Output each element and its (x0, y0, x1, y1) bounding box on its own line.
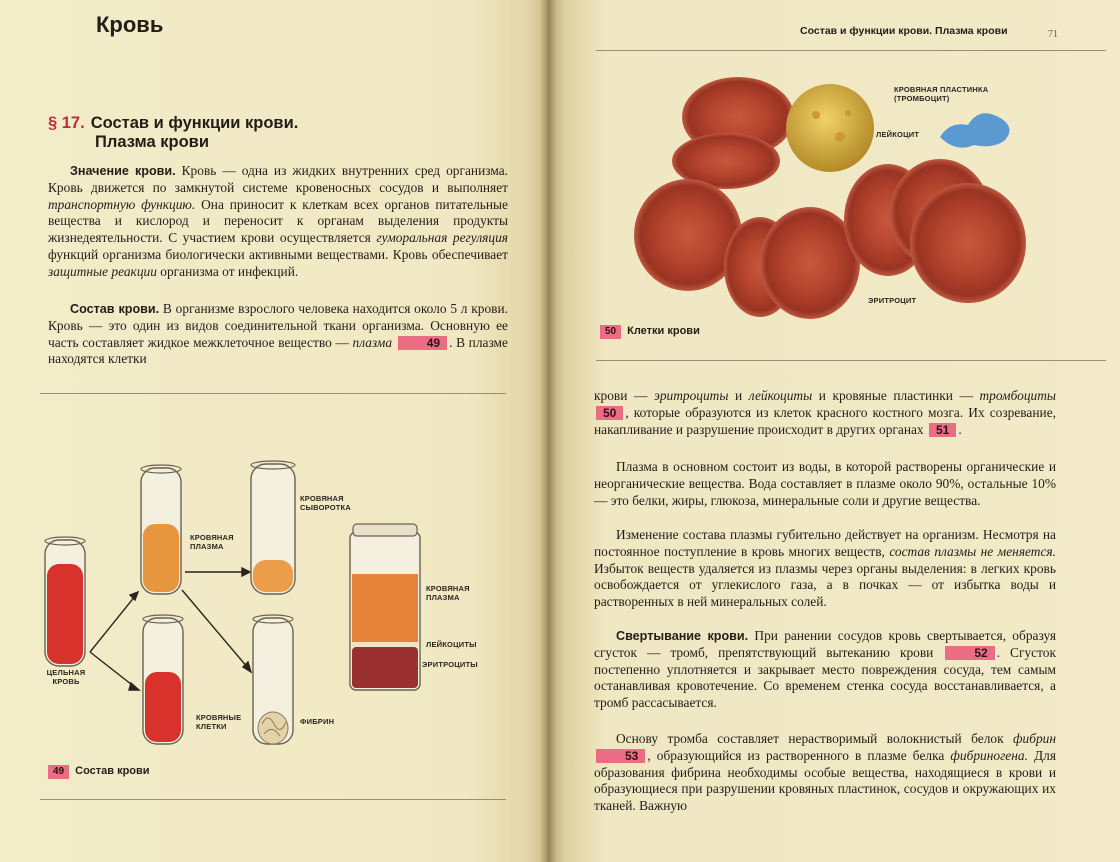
italic-term: тромбоциты (979, 388, 1056, 403)
text-run: Изменение состава плазмы губительно действует на организм. Несмотря на постоянное поступление в кровь многих веществ, (594, 527, 1056, 559)
text-run: , которые образуются из клеток красного костного мозга. Их созревание, накапливание и разрушение происходит в других органах (594, 404, 1056, 437)
figure-ref-51[interactable]: 51 (929, 423, 956, 437)
tube-fill-blood (47, 564, 83, 664)
tube-plasma (141, 465, 181, 594)
label-plasma: КРОВЯНАЯ ПЛАЗМА (190, 533, 234, 551)
figure-caption-50 (598, 325, 700, 339)
text-run: Кровь — одна из жидких внутренних сред организма. Кровь движется по замкнутой системе кровеносных сосудов и выполняет (48, 163, 509, 195)
jar-erythrocyte-layer (352, 647, 418, 688)
italic-term: состав плазмы не меняется. (889, 543, 1056, 559)
body-paragraph-coagulation (594, 628, 1056, 712)
run-in-head: Свертывание крови. (616, 629, 749, 643)
book-gutter (540, 0, 556, 862)
text-run: , образующийся из растворенного в плазме белка (647, 747, 951, 763)
fibrin-clot (258, 712, 288, 744)
page-number: 71 (1048, 29, 1058, 40)
text-run: В организме взрослого человека находится около 5 л крови. Кровь — это один из видов соединительной ткани организма. Основную ее часть составляет жидкое межклеточное вещество — (48, 301, 509, 350)
figure-ref-49[interactable]: 49 (398, 336, 447, 350)
run-in-head: Состав крови. (70, 302, 160, 316)
tube-blood-cells (143, 615, 183, 744)
text-run: При ранении сосудов кровь свертывается, образуя сгусток — тромб, препятствующий вытеканию крови (594, 628, 1056, 660)
text-run: Для образования фибрина необходимы особые вещества, находящиеся в крови и образующиеся при разрушении кровяных пластинок, сосудов и окружающих их тканей. Важную (594, 747, 1057, 814)
body-paragraph-composition (48, 301, 508, 368)
platelet-cell (940, 113, 1010, 147)
figure-number-50: 50 (600, 325, 621, 339)
platelet (940, 113, 1010, 147)
italic-term: защитные реакции (48, 263, 157, 279)
arrowhead (242, 568, 250, 576)
erythrocyte-cell (910, 183, 1026, 303)
figure-caption-49 (46, 765, 150, 779)
italic-term: фибрин (1013, 731, 1056, 746)
paragraph-heading (48, 114, 298, 152)
arrow-whole-to-cells (90, 652, 136, 688)
caption-text: Состав крови (75, 765, 150, 777)
leukocyte-granule (835, 132, 845, 142)
paragraph-title-line1: Состав и функции крови. (90, 114, 299, 132)
jar-plasma-layer (352, 574, 418, 642)
leukocyte-granule (812, 111, 820, 119)
label-erythrocyte: ЭРИТРОЦИТ (868, 296, 917, 305)
left-page (0, 0, 548, 862)
text-run: . (958, 421, 962, 437)
body-paragraph-plasma-stability (594, 527, 1056, 611)
text-run: Она приносит к клеткам всех органов питательные вещества и кислород и переносит к органам выделения продукты жизнедеятельности. С участием крови осуществляется (48, 196, 508, 246)
leukocyte (786, 84, 874, 172)
text-run: организма от инфекций. (156, 263, 299, 279)
figure-rule-bottom (40, 799, 506, 800)
body-paragraph-cells (594, 388, 1056, 438)
paragraph-title-line2: Плазма крови (95, 133, 209, 151)
italic-term: фибриногена. (950, 747, 1028, 763)
text-run: функций организма биологически активными веществами. Кровь обеспечивает (48, 246, 508, 262)
arrow-plasma-to-fibrin (182, 590, 248, 668)
label-whole-blood: ЦЕЛЬНАЯ КРОВЬ (46, 668, 86, 686)
italic-term: гуморальная регуляция (376, 230, 509, 246)
text-run: и кровяные пластинки — (812, 388, 980, 403)
text-run: . В плазме находятся клетки (48, 334, 508, 367)
figure-ref-50[interactable]: 50 (596, 406, 623, 420)
arrow-whole-to-plasma (90, 595, 136, 652)
label-serum: КРОВЯНАЯ СЫВОРОТКА (300, 494, 351, 512)
body-paragraph-fibrin (594, 731, 1056, 815)
italic-term: эритроциты (653, 388, 729, 403)
text-run: Основу тромба составляет нерастворимый волокнистый белок (616, 731, 1014, 746)
jar-leukocyte-layer (352, 642, 418, 647)
italic-term: плазма (352, 334, 393, 350)
label-erythrocytes: ЭРИТРОЦИТЫ (422, 660, 478, 669)
right-page (548, 0, 1120, 862)
figure-rule-top (40, 393, 506, 394)
jar-neck (353, 524, 417, 536)
arrowhead (130, 592, 138, 600)
figure-ref-53[interactable]: 53 (596, 749, 645, 763)
label-leukocyte: ЛЕЙКОЦИТ (876, 130, 920, 139)
figure-ref-52[interactable]: 52 (945, 646, 994, 660)
body-paragraph-plasma: Плазма в основном состоит из воды, в которой растворены органические и неорганические вещества. Вода составляет в плазме около 90%, остальные 10% — это белки, жиры, глюкоза, минеральные соли и другие вещества. (594, 459, 1056, 508)
arrowhead (129, 683, 139, 690)
running-head: Состав и функции крови. Плазма крови (800, 25, 1008, 37)
figure-number-49: 49 (48, 765, 69, 779)
label-platelet: КРОВЯНАЯ ПЛАСТИНКА (ТРОМБОЦИТ) (894, 85, 989, 103)
header-rule (596, 50, 1106, 51)
body-paragraph-meaning (48, 163, 508, 281)
figure-rule-bottom (596, 360, 1106, 361)
paragraph-number: § 17. (48, 114, 85, 132)
section-title: Кровь (96, 12, 164, 37)
tube-whole-blood (45, 537, 85, 666)
text-run: Избыток веществ удаляется из плазмы через органы выделения: в легких кровь освобождается от углекислого газа, а в почках — от избытка воды и растворенных в ней минеральных солей. (594, 560, 1056, 610)
caption-text: Клетки крови (627, 325, 700, 337)
label-leukocytes: ЛЕЙКОЦИТЫ (426, 640, 477, 649)
blood-cells-figure (548, 55, 1120, 335)
tube-fill-cells (145, 672, 181, 742)
tube-fill-serum (253, 560, 293, 592)
text-run: крови — (594, 388, 654, 403)
label-blood-cells: КРОВЯНЫЕ КЛЕТКИ (196, 713, 242, 731)
label-fibrin: ФИБРИН (300, 717, 335, 726)
leukocyte-granule (845, 110, 851, 116)
text-run: и (728, 388, 749, 403)
text-run: . Сгусток постепенно уплотняется и закрывает место повреждения сосуда, тем самым останавливая кровотечение. Со временем стенка сосуда восстанавливается, а тромб рассасывается. (594, 644, 1056, 711)
label-jar-plasma: КРОВЯНАЯ ПЛАЗМА (426, 584, 470, 602)
blood-composition-figure (0, 440, 548, 770)
tube-fibrin (253, 615, 293, 744)
italic-term: лейкоциты (748, 388, 813, 403)
leukocyte-cell (786, 84, 874, 172)
jar-separated-blood (350, 524, 420, 690)
run-in-head: Значение крови. (70, 164, 176, 178)
tube-fill-plasma (143, 524, 179, 592)
tube-serum (251, 461, 295, 594)
italic-term: транспортную функцию. (48, 196, 196, 212)
